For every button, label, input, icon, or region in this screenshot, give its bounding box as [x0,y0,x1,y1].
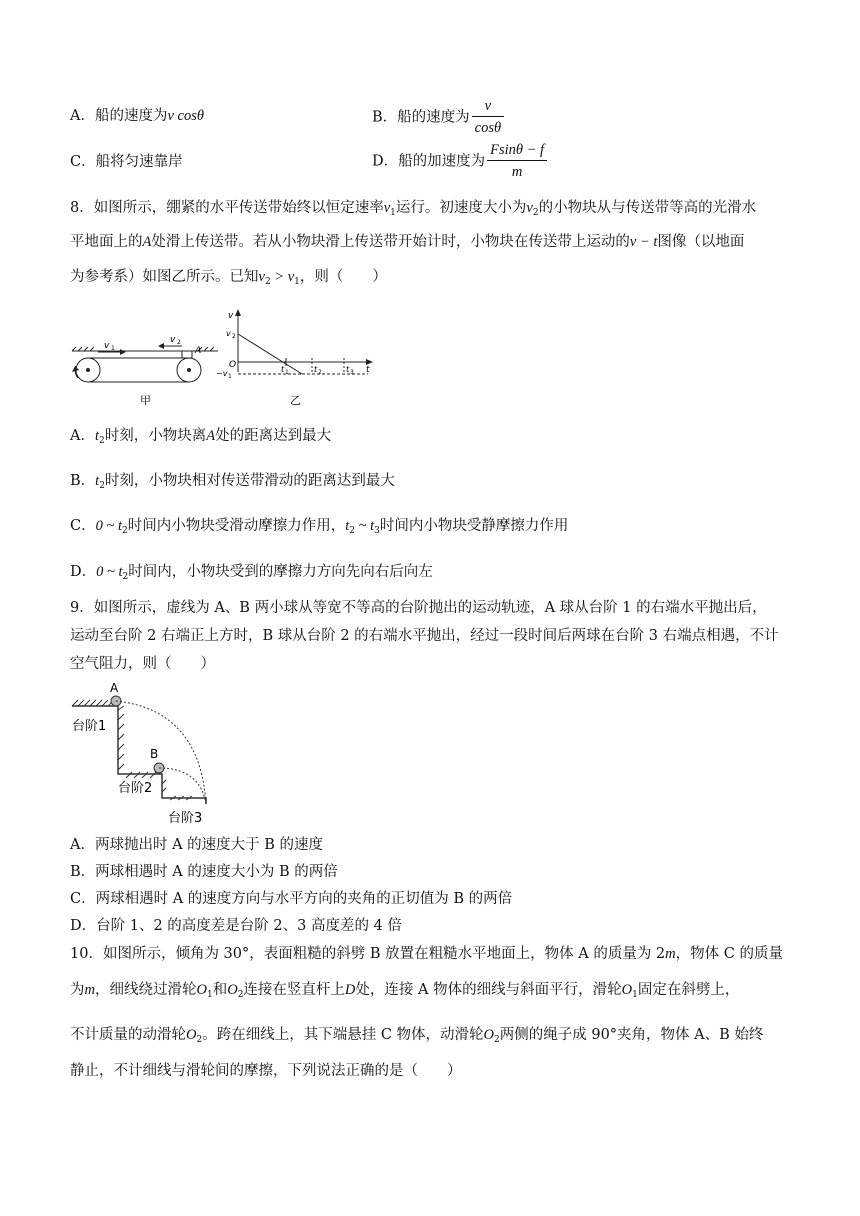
fraction: $\frac{Fsin\theta - f}{m}$ [487,140,547,183]
prev-option-d: D．船的加速度为 $\frac{Fsin\theta - f}{m}$ [372,140,549,183]
q9-stem-line3: 空气阻力，则（ ） [70,656,215,672]
q10-stem-line4: 静止，不计细线与滑轮间的摩擦，下列说法正确的是（ ） [70,1063,462,1079]
svg-text:3: 3 [350,369,354,376]
q9-option-b: B．两球相遇时 A 的速度大小为 B 的两倍 [70,864,338,880]
svg-text:t: t [281,365,285,374]
svg-text:t: t [366,365,370,375]
q9-option-c: C．两球相遇时 A 的速度方向与水平方向的夹角的正切值为 B 的两倍 [70,891,513,907]
svg-text:O: O [229,360,237,370]
q9-option-d: D．台阶 1、2 的高度差是台阶 2、3 高度差的 4 倍 [70,918,402,934]
label-ball-b: B [150,747,159,761]
svg-text:1: 1 [228,373,232,380]
prev-option-c: C．船将匀速靠岸 [70,154,183,170]
vt-graph [216,309,373,407]
q8-stem-line2: 平地面上的A处滑上传送带。若从小物块滑上传送带开始计时，小物块在传送带上运动的v − t图像（以地面 [70,234,745,250]
q8-option-c: C．0 ~ $t_2$时间内小物块受滑动摩擦力作用，$t_2$ ~ $t_3$时间内小物块受静摩擦力作用 [70,518,569,536]
svg-text:2: 2 [232,333,236,340]
q10-stem-line3: 不计质量的动滑轮$O_2$。跨在细线上，其下端悬挂 C 物体，动滑轮$O_2$两侧的绳子成 90°夹角，物体 A、B 始终 [70,1027,764,1045]
fraction: $\frac{v}{\cos\theta}$ [472,96,504,139]
svg-text:A: A [195,346,202,356]
fig-label-yi: 乙 [290,394,301,407]
q8-option-a: A．$t_2$时刻，小物块离A处的距离达到最大 [70,428,332,446]
conveyor-belt-diagram [72,335,218,407]
q8-figure [68,306,380,412]
q9-option-a: A．两球抛出时 A 的速度大于 B 的速度 [70,837,324,853]
prev-option-a: A．船的速度为v cosθ [70,108,204,124]
label-step2: 台阶2 [118,781,153,796]
svg-text:v: v [170,335,176,345]
q8-option-b: B．$t_2$时刻，小物块相对传送带滑动的距离达到最大 [70,473,395,491]
q9-stem-line2: 运动至台阶 2 右端正上方时，B 球从台阶 2 的右端水平抛出，经过一段时间后两球在台阶 3 右端点相遇，不计 [70,628,779,644]
svg-text:2: 2 [318,369,322,376]
svg-text:v: v [228,311,234,321]
svg-text:t: t [314,365,318,374]
q8-stem-line1: 8．如图所示，绷紧的水平传送带始终以恒定速率$v_1$运行。初速度大小为$v_2$的小物块从与传送带等高的光滑水 [70,200,757,218]
svg-text:t: t [346,365,350,374]
svg-text:v: v [104,341,110,351]
svg-text:−v: −v [216,369,228,378]
svg-text:v: v [226,329,231,338]
fig-label-jia: 甲 [140,394,151,407]
svg-text:1: 1 [285,369,289,376]
prev-option-b: B．船的速度为 $\frac{v}{\cos\theta}$ [372,96,506,139]
svg-text:2: 2 [177,339,181,346]
q8-stem-line3: 为参考系）如图乙所示。已知$v_2 > v_1$，则（ ） [70,269,387,287]
q10-stem-line2: 为m，细线绕过滑轮$O_1$和$O_2$连接在竖直杆上D处，连接 A 物体的细线与斜面平行，滑轮$O_1$固定在斜劈上， [70,982,740,1000]
q10-stem-line1: 10．如图所示，倾角为 30°，表面粗糙的斜劈 B 放置在粗糙水平地面上，物体 A 的质量为 2m，物体 C 的质量 [70,946,783,962]
svg-text:1: 1 [111,345,115,352]
label-ball-a: A [110,681,119,695]
label-step3: 台阶3 [168,811,203,826]
q8-option-d: D．0 ~ $t_2$时间内，小物块受到的摩擦力方向先向右后向左 [70,564,433,582]
q9-figure [70,680,230,828]
label-step1: 台阶1 [72,719,107,734]
q9-stem-line1: 9．如图所示，虚线为 A、B 两小球从等宽不等高的台阶抛出的运动轨迹，A 球从台阶 1 的右端水平抛出后， [70,600,767,616]
